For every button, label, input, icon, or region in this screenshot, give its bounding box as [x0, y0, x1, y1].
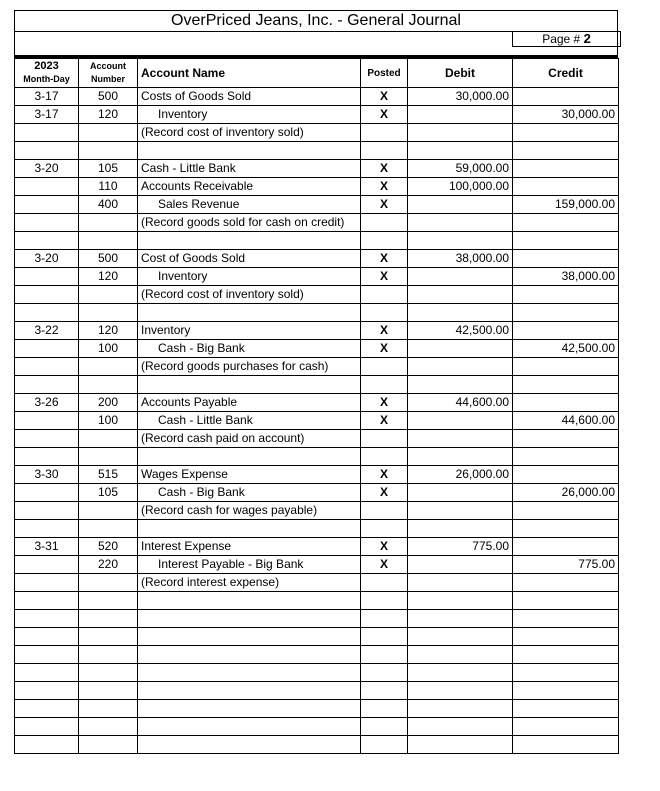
account-number-cell: [79, 718, 138, 736]
account-number-cell: 220: [79, 556, 138, 574]
posted-cell: X: [361, 250, 408, 268]
posted-cell: [361, 124, 408, 142]
posted-cell: X: [361, 178, 408, 196]
account-name-cell: [138, 610, 361, 628]
posted-cell: [361, 142, 408, 160]
page-number: 2: [583, 31, 591, 46]
debit-cell: [408, 628, 513, 646]
credit-cell: [513, 322, 619, 340]
credit-cell: [513, 610, 619, 628]
account-name-cell: Cash - Big Bank: [138, 484, 361, 502]
debit-cell: 42,500.00: [408, 322, 513, 340]
credit-cell: [513, 160, 619, 178]
account-name-cell: [138, 304, 361, 322]
table-row: [15, 466, 619, 484]
account-number-cell: [79, 214, 138, 232]
account-name-cell: (Record goods sold for cash on credit): [138, 214, 361, 232]
date-cell: [15, 358, 79, 376]
account-number-cell: [79, 358, 138, 376]
date-cell: [15, 304, 79, 322]
table-row: [15, 628, 619, 646]
date-cell: 3-17: [15, 88, 79, 106]
debit-cell: [408, 232, 513, 250]
account-number-cell: [79, 520, 138, 538]
table-row: [15, 160, 619, 178]
account-number-cell: [79, 736, 138, 754]
account-number-cell: [79, 682, 138, 700]
date-cell: [15, 628, 79, 646]
credit-cell: [513, 682, 619, 700]
posted-cell: [361, 628, 408, 646]
debit-cell: [408, 718, 513, 736]
account-number-cell: 100: [79, 340, 138, 358]
table-row: [15, 394, 619, 412]
account-name-cell: Inventory: [138, 106, 361, 124]
page-row: [14, 31, 618, 55]
table-row: [15, 592, 619, 610]
credit-cell: 44,600.00: [513, 412, 619, 430]
posted-cell: X: [361, 538, 408, 556]
debit-header: Debit: [408, 59, 513, 88]
date-cell: [15, 340, 79, 358]
posted-cell: [361, 646, 408, 664]
table-row: [15, 736, 619, 754]
account-name-cell: Accounts Receivable: [138, 178, 361, 196]
posted-cell: X: [361, 196, 408, 214]
account-number-cell: [79, 232, 138, 250]
posted-cell: X: [361, 412, 408, 430]
table-row: [15, 664, 619, 682]
account-name-cell: Costs of Goods Sold: [138, 88, 361, 106]
table-row: [15, 232, 619, 250]
debit-cell: [408, 142, 513, 160]
date-cell: [15, 502, 79, 520]
credit-cell: [513, 628, 619, 646]
account-name-cell: Interest Payable - Big Bank: [138, 556, 361, 574]
posted-cell: [361, 574, 408, 592]
account-name-cell: [138, 718, 361, 736]
table-row: [15, 430, 619, 448]
posted-cell: [361, 502, 408, 520]
date-cell: [15, 718, 79, 736]
date-cell: 3-22: [15, 322, 79, 340]
debit-cell: [408, 592, 513, 610]
account-name-cell: [138, 736, 361, 754]
table-row: [15, 304, 619, 322]
account-number-cell: 120: [79, 106, 138, 124]
debit-cell: [408, 340, 513, 358]
debit-cell: [408, 502, 513, 520]
account-name-cell: Interest Expense: [138, 538, 361, 556]
posted-cell: [361, 430, 408, 448]
posted-cell: [361, 286, 408, 304]
account-name-cell: (Record cost of inventory sold): [138, 124, 361, 142]
posted-cell: X: [361, 88, 408, 106]
account-name-cell: [138, 700, 361, 718]
debit-cell: 59,000.00: [408, 160, 513, 178]
account-number-cell: [79, 124, 138, 142]
credit-cell: [513, 394, 619, 412]
date-cell: [15, 574, 79, 592]
date-header: [15, 59, 79, 88]
debit-cell: 38,000.00: [408, 250, 513, 268]
posted-cell: [361, 592, 408, 610]
credit-cell: [513, 250, 619, 268]
account-number-cell: 105: [79, 484, 138, 502]
account-name-cell: (Record interest expense): [138, 574, 361, 592]
account-name-cell: (Record cost of inventory sold): [138, 286, 361, 304]
debit-cell: [408, 448, 513, 466]
account-number-cell: 400: [79, 196, 138, 214]
account-name-cell: (Record goods purchases for cash): [138, 358, 361, 376]
table-row: [15, 286, 619, 304]
credit-cell: [513, 718, 619, 736]
table-row: [15, 214, 619, 232]
posted-cell: [361, 520, 408, 538]
debit-cell: 44,600.00: [408, 394, 513, 412]
credit-cell: [513, 304, 619, 322]
account-number-cell: 500: [79, 250, 138, 268]
account-name-cell: [138, 592, 361, 610]
credit-header: Credit: [513, 59, 619, 88]
account-number-cell: 100: [79, 412, 138, 430]
date-cell: 3-30: [15, 466, 79, 484]
credit-cell: [513, 502, 619, 520]
account-number-cell: [79, 142, 138, 160]
date-cell: 3-20: [15, 160, 79, 178]
table-header: [15, 59, 619, 88]
debit-cell: [408, 214, 513, 232]
credit-cell: [513, 448, 619, 466]
account-number-cell: [79, 610, 138, 628]
account-number-cell: [79, 430, 138, 448]
date-cell: [15, 484, 79, 502]
date-cell: [15, 664, 79, 682]
posted-cell: X: [361, 268, 408, 286]
date-cell: [15, 610, 79, 628]
debit-cell: [408, 736, 513, 754]
journal-sheet: [14, 10, 618, 754]
account-name-cell: Cash - Little Bank: [138, 160, 361, 178]
debit-cell: 30,000.00: [408, 88, 513, 106]
credit-cell: 42,500.00: [513, 340, 619, 358]
posted-cell: [361, 682, 408, 700]
table-row: [15, 520, 619, 538]
date-cell: [15, 646, 79, 664]
account-name-cell: Wages Expense: [138, 466, 361, 484]
credit-cell: [513, 592, 619, 610]
account-number-cell: 200: [79, 394, 138, 412]
account-name-cell: Cash - Little Bank: [138, 412, 361, 430]
date-cell: [15, 268, 79, 286]
account-label-top: Account: [90, 61, 126, 71]
date-cell: [15, 430, 79, 448]
posted-cell: [361, 718, 408, 736]
debit-cell: [408, 358, 513, 376]
debit-cell: [408, 286, 513, 304]
date-cell: [15, 736, 79, 754]
posted-cell: [361, 304, 408, 322]
table-row: [15, 556, 619, 574]
date-cell: 3-31: [15, 538, 79, 556]
posted-cell: X: [361, 322, 408, 340]
debit-cell: [408, 124, 513, 142]
account-name-cell: (Record cash for wages payable): [138, 502, 361, 520]
credit-cell: [513, 646, 619, 664]
credit-cell: [513, 232, 619, 250]
date-cell: [15, 124, 79, 142]
date-cell: [15, 682, 79, 700]
account-name-cell: Accounts Payable: [138, 394, 361, 412]
debit-cell: [408, 610, 513, 628]
credit-cell: [513, 88, 619, 106]
account-name-cell: [138, 448, 361, 466]
table-row: [15, 646, 619, 664]
posted-cell: [361, 214, 408, 232]
credit-cell: [513, 376, 619, 394]
debit-cell: [408, 574, 513, 592]
table-row: [15, 322, 619, 340]
table-row: [15, 88, 619, 106]
credit-cell: [513, 214, 619, 232]
debit-cell: [408, 682, 513, 700]
posted-cell: [361, 448, 408, 466]
debit-cell: [408, 196, 513, 214]
account-name-cell: Inventory: [138, 268, 361, 286]
debit-cell: [408, 646, 513, 664]
account-name-cell: [138, 142, 361, 160]
debit-cell: 26,000.00: [408, 466, 513, 484]
table-row: [15, 106, 619, 124]
page-number-box: [512, 31, 621, 47]
credit-cell: 26,000.00: [513, 484, 619, 502]
account-name-cell: [138, 646, 361, 664]
debit-cell: [408, 412, 513, 430]
posted-cell: X: [361, 484, 408, 502]
account-number-cell: 520: [79, 538, 138, 556]
date-cell: [15, 286, 79, 304]
date-cell: [15, 520, 79, 538]
posted-cell: [361, 358, 408, 376]
account-name-cell: Cash - Big Bank: [138, 340, 361, 358]
credit-cell: 38,000.00: [513, 268, 619, 286]
account-number-cell: [79, 646, 138, 664]
date-cell: [15, 592, 79, 610]
debit-cell: [408, 430, 513, 448]
debit-cell: 775.00: [408, 538, 513, 556]
date-cell: [15, 376, 79, 394]
posted-cell: [361, 700, 408, 718]
account-number-cell: 110: [79, 178, 138, 196]
table-row: [15, 574, 619, 592]
account-name-cell: [138, 664, 361, 682]
journal-table: [14, 58, 619, 754]
date-cell: [15, 142, 79, 160]
account-name-cell: Sales Revenue: [138, 196, 361, 214]
table-row: [15, 124, 619, 142]
title-row: [14, 10, 618, 31]
account-number-cell: [79, 304, 138, 322]
account-number-cell: [79, 286, 138, 304]
account-number-cell: 120: [79, 268, 138, 286]
credit-cell: [513, 700, 619, 718]
date-cell: [15, 178, 79, 196]
table-row: [15, 718, 619, 736]
debit-cell: [408, 484, 513, 502]
posted-cell: X: [361, 466, 408, 484]
month-day-label: Month-Day: [23, 74, 70, 84]
table-row: [15, 340, 619, 358]
credit-cell: [513, 466, 619, 484]
posted-cell: X: [361, 556, 408, 574]
debit-cell: [408, 700, 513, 718]
posted-cell: [361, 736, 408, 754]
account-number-cell: [79, 628, 138, 646]
date-cell: [15, 214, 79, 232]
account-number-cell: [79, 502, 138, 520]
debit-cell: [408, 376, 513, 394]
debit-cell: [408, 664, 513, 682]
posted-cell: [361, 232, 408, 250]
table-row: [15, 682, 619, 700]
table-row: [15, 502, 619, 520]
date-cell: 3-17: [15, 106, 79, 124]
debit-cell: [408, 556, 513, 574]
account-number-header: [79, 59, 138, 88]
account-number-cell: [79, 448, 138, 466]
table-row: [15, 538, 619, 556]
credit-cell: [513, 286, 619, 304]
credit-cell: 30,000.00: [513, 106, 619, 124]
page-title: OverPriced Jeans, Inc. - General Journal: [171, 12, 461, 29]
account-name-cell: [138, 628, 361, 646]
debit-cell: [408, 268, 513, 286]
debit-cell: [408, 304, 513, 322]
account-number-cell: [79, 376, 138, 394]
account-label-bottom: Number: [90, 74, 125, 84]
credit-cell: [513, 178, 619, 196]
account-number-cell: [79, 574, 138, 592]
date-cell: [15, 448, 79, 466]
credit-cell: [513, 358, 619, 376]
date-cell: [15, 196, 79, 214]
date-cell: [15, 412, 79, 430]
credit-cell: [513, 574, 619, 592]
table-row: [15, 268, 619, 286]
debit-cell: [408, 106, 513, 124]
account-name-cell: [138, 232, 361, 250]
account-number-cell: [79, 700, 138, 718]
table-row: [15, 610, 619, 628]
account-name-cell: Inventory: [138, 322, 361, 340]
credit-cell: [513, 430, 619, 448]
table-row: [15, 484, 619, 502]
table-row: [15, 142, 619, 160]
page-label: Page #: [542, 32, 581, 46]
table-row: [15, 196, 619, 214]
credit-cell: 159,000.00: [513, 196, 619, 214]
debit-cell: 100,000.00: [408, 178, 513, 196]
table-row: [15, 376, 619, 394]
posted-header: Posted: [361, 59, 408, 88]
table-row: [15, 448, 619, 466]
account-name-cell: Cost of Goods Sold: [138, 250, 361, 268]
account-number-cell: 105: [79, 160, 138, 178]
account-name-cell: (Record cash paid on account): [138, 430, 361, 448]
posted-cell: X: [361, 340, 408, 358]
posted-cell: X: [361, 394, 408, 412]
table-row: [15, 700, 619, 718]
credit-cell: [513, 736, 619, 754]
account-number-cell: 120: [79, 322, 138, 340]
credit-cell: [513, 142, 619, 160]
year-label: 2023: [34, 60, 59, 72]
table-row: [15, 412, 619, 430]
table-row: [15, 358, 619, 376]
credit-cell: [513, 538, 619, 556]
account-number-cell: [79, 664, 138, 682]
credit-cell: 775.00: [513, 556, 619, 574]
account-number-cell: 500: [79, 88, 138, 106]
date-cell: 3-26: [15, 394, 79, 412]
table-row: [15, 178, 619, 196]
account-name-cell: [138, 376, 361, 394]
account-number-cell: 515: [79, 466, 138, 484]
posted-cell: [361, 610, 408, 628]
date-cell: [15, 232, 79, 250]
posted-cell: [361, 664, 408, 682]
debit-cell: [408, 520, 513, 538]
account-name-header: Account Name: [138, 59, 361, 88]
date-cell: [15, 700, 79, 718]
table-row: [15, 250, 619, 268]
posted-cell: X: [361, 106, 408, 124]
account-number-cell: [79, 592, 138, 610]
posted-cell: [361, 376, 408, 394]
account-name-cell: [138, 682, 361, 700]
posted-cell: X: [361, 160, 408, 178]
credit-cell: [513, 664, 619, 682]
account-name-cell: [138, 520, 361, 538]
credit-cell: [513, 520, 619, 538]
journal-body: [15, 88, 619, 754]
credit-cell: [513, 124, 619, 142]
date-cell: 3-20: [15, 250, 79, 268]
date-cell: [15, 556, 79, 574]
